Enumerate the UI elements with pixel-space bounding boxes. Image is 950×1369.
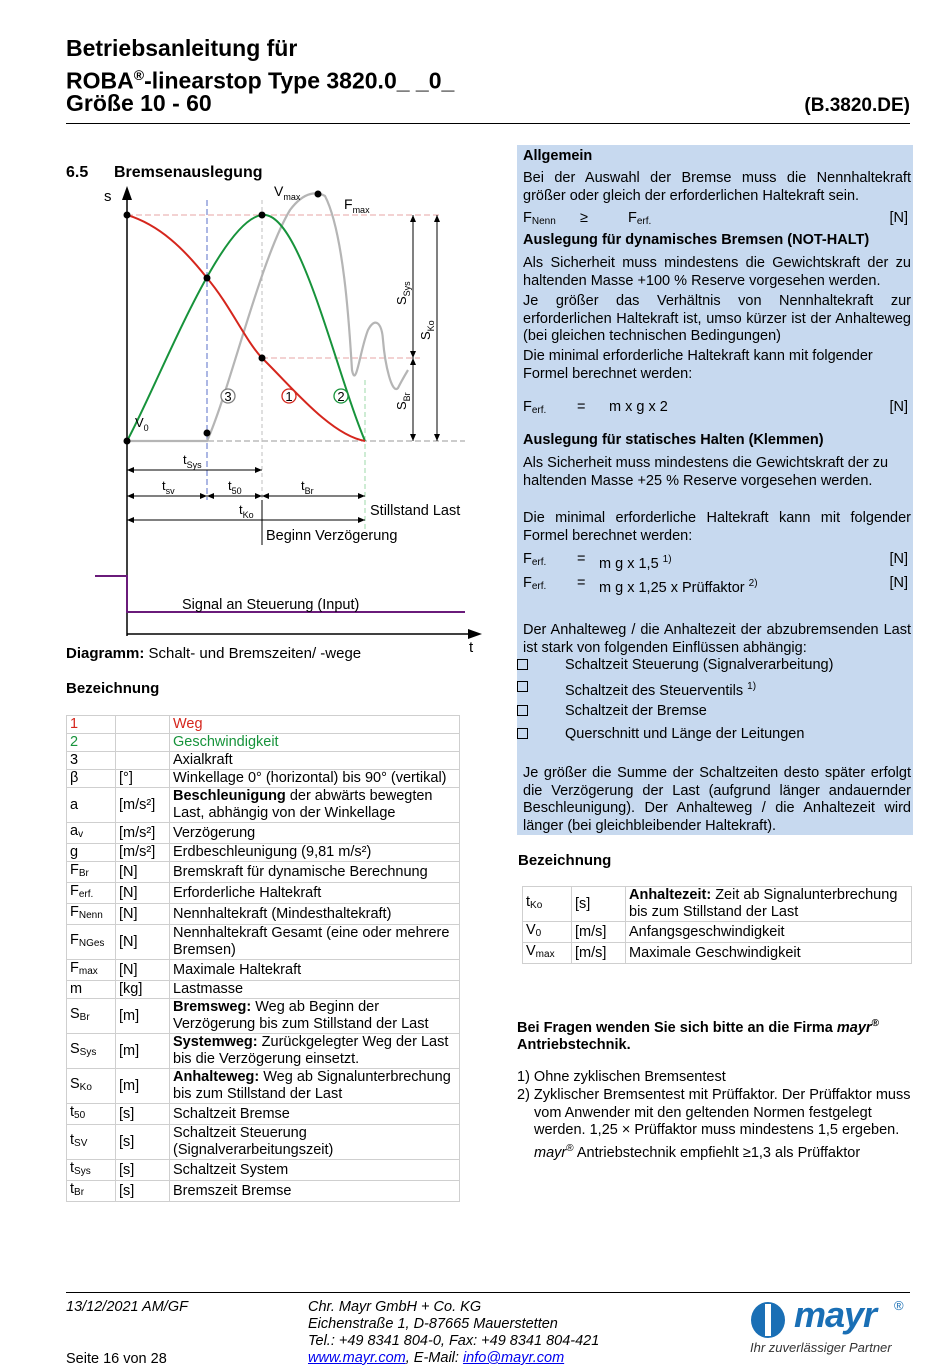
section-name: Bremsenauslegung — [114, 164, 263, 181]
legend-symbol: 3 — [67, 752, 116, 770]
label-vmax: $V_{max}$ — [274, 183, 301, 202]
legend-description: Maximale Haltekraft — [170, 960, 460, 981]
legend-description: Nennhaltekraft (Mindesthaltekraft) — [170, 904, 460, 925]
marker-2: 2 — [337, 389, 345, 404]
legend-description: Winkellage 0° (horizontal) bis 90° (vertikal) — [170, 770, 460, 788]
legend-unit: [m/s] — [572, 922, 626, 943]
legend-description: Schaltzeit Bremse — [170, 1104, 460, 1125]
contact-note: Bei Fragen wenden Sie sich bitte an die Firma mayr® Antriebstechnik. — [517, 1018, 879, 1054]
legend-row — [67, 1181, 460, 1202]
legend-unit: [kg] — [116, 981, 170, 999]
legend-symbol: $a_v$ — [67, 823, 116, 844]
legend-unit: [m/s²] — [116, 844, 170, 862]
dyn-p3: Die minimal erforderliche Haltekraft kann mit folgender Formel berechnet werden: — [523, 348, 873, 382]
marker-3: 3 — [224, 389, 232, 404]
label-ssys: $S_{Sys}$ — [394, 281, 412, 305]
legend-row — [67, 925, 460, 960]
legend-symbol: m — [67, 981, 116, 999]
legend-row — [67, 770, 460, 788]
legend-row — [67, 1069, 460, 1104]
t-axis-arrow — [468, 629, 482, 639]
legend-unit: [s] — [116, 1181, 170, 1202]
legend-symbol: $V_{max}$ — [523, 943, 572, 964]
label-t50: $t_{50}$ — [228, 478, 242, 496]
legend-description: Systemweg: Zurückgelegter Weg der Last bis die Verzögerung einsetzt. — [170, 1034, 460, 1069]
legend-description: Schaltzeit Steuerung (Signalverarbeitungszeit) — [170, 1125, 460, 1160]
legend-unit: [m/s²] — [116, 823, 170, 844]
legend-unit: [s] — [116, 1160, 170, 1181]
dyn-p1: Als Sicherheit muss mindestens die Gewichtskraft der zu haltenden Masse +100 % Reserve vorgesehen werden. — [523, 255, 911, 289]
label-sbr: $S_{Br}$ — [394, 392, 412, 410]
footer-page: Seite 16 von 28 — [66, 1351, 167, 1367]
legend-symbol: $F_{max}$ — [67, 960, 116, 981]
legend-unit: [N] — [116, 883, 170, 904]
legend-description: Erforderliche Haltekraft — [170, 883, 460, 904]
label-s: s — [104, 188, 112, 205]
legend-description: Nennhaltekraft Gesamt (eine oder mehrere Bremsen) — [170, 925, 460, 960]
legend-row — [67, 752, 460, 770]
doc-title-line3: Größe 10 - 60 — [66, 90, 212, 116]
dot-weg-tsys — [259, 355, 266, 362]
legend-row — [67, 823, 460, 844]
legend-description: Erdbeschleunigung (9,81 m/s²) — [170, 844, 460, 862]
label-tko: $t_{Ko}$ — [239, 502, 254, 520]
allgemein-title: Allgemein — [523, 148, 593, 164]
footer-links: www.mayr.com, E-Mail: info@mayr.com — [308, 1350, 565, 1366]
label-tbr: $t_{Br}$ — [301, 478, 314, 496]
legend-unit: [N] — [116, 960, 170, 981]
legend-description: Anhalteweg: Weg ab Signalunterbrechung bis zum Stillstand der Last — [170, 1069, 460, 1104]
legend-row — [67, 1160, 460, 1181]
legend-row — [67, 788, 460, 823]
bezeichnung-right-title: Bezeichnung — [518, 852, 612, 869]
legend-row — [67, 904, 460, 925]
legend-description: Lastmasse — [170, 981, 460, 999]
legend-description: Verzögerung — [170, 823, 460, 844]
legend-unit: [s] — [116, 1125, 170, 1160]
dyn-title: Auslegung für dynamisches Bremsen (NOT-HALT) — [523, 232, 870, 248]
allgemein-text: Bei der Auswahl der Bremse muss die Nennhaltekraft größer oder gleich der erforderlichen Haltekraft sein. — [523, 170, 911, 204]
header-rule — [66, 123, 910, 124]
legend-symbol: β — [67, 770, 116, 788]
legend-row — [67, 883, 460, 904]
label-stillstand: Stillstand Last — [370, 503, 461, 519]
marker-1: 1 — [285, 389, 293, 404]
section-number: 6.5 — [66, 164, 89, 181]
web-link[interactable]: www.mayr.com — [308, 1350, 406, 1366]
legend-row — [67, 999, 460, 1034]
logo-reg: ® — [894, 1298, 904, 1313]
stat-title: Auslegung für statisches Halten (Klemmen) — [523, 432, 824, 448]
label-tsys: $t_{Sys}$ — [183, 452, 202, 470]
legend-unit: [m] — [116, 1034, 170, 1069]
legend-row — [67, 734, 460, 752]
dot-vmax — [259, 212, 266, 219]
dot-v0 — [124, 438, 131, 445]
legend-unit: [°] — [116, 770, 170, 788]
legend-unit: [N] — [116, 904, 170, 925]
legend-row — [67, 844, 460, 862]
legend-symbol: $S_{Sys}$ — [67, 1034, 116, 1069]
footer-address: Eichenstraße 1, D-87665 Mauerstetten — [308, 1316, 558, 1332]
legend-unit: [N] — [116, 862, 170, 883]
legend-symbol: g — [67, 844, 116, 862]
legend-description: Bremskraft für dynamische Berechnung — [170, 862, 460, 883]
legend-unit: [m] — [116, 1069, 170, 1104]
legend-symbol: $t_{50}$ — [67, 1104, 116, 1125]
email-link[interactable]: info@mayr.com — [462, 1350, 565, 1366]
legend-symbol: $F_{Nenn}$ — [67, 904, 116, 925]
dot-weg-tsv — [204, 275, 211, 282]
footnote-1: 1) Ohne zyklischen Bremsentest — [517, 1069, 726, 1085]
legend-symbol: $V_0$ — [523, 922, 572, 943]
legend-table-right — [522, 886, 912, 964]
registered-mark: ® — [133, 67, 145, 83]
legend-description: Geschwindigkeit — [170, 734, 460, 752]
legend-description: Bremsweg: Weg ab Beginn der Verzögerung bis zum Stillstand der Last — [170, 999, 460, 1034]
axialkraft-curve — [127, 193, 408, 441]
legend-row — [523, 943, 912, 964]
legend-row — [67, 862, 460, 883]
legend-symbol: $F_{NGes}$ — [67, 925, 116, 960]
footnote-2: 2) Zyklischer Bremsentest mit Prüffaktor. Der Prüffaktor muss vom Anwender mit den geltenden Normen festgelegt werden. 1,25 × Prüffaktor muss mindestens 1,5 ergeben. mayr® Antriebstechnik empfiehlt ≥1,3 als Prüffaktor — [517, 1087, 911, 1161]
logo-mark-icon — [748, 1300, 788, 1340]
legend-unit: [N] — [116, 925, 170, 960]
legend-unit: [m/s] — [572, 943, 626, 964]
footer-company: Chr. Mayr GmbH + Co. KG — [308, 1299, 482, 1315]
bezeichnung-left-title: Bezeichnung — [66, 680, 160, 697]
legend-row — [67, 981, 460, 999]
legend-description: Maximale Geschwindigkeit — [626, 943, 912, 964]
summe-text: Je größer die Summe der Schaltzeiten desto später erfolgt die Verzögerung der Last (aufgrund länger andauernder Beschleunigung). Der Anhalteweg / die Anhaltezeit wird länger (bei gleichbleibender Haltekraft). — [523, 765, 911, 834]
dot-s-start — [124, 212, 131, 219]
label-fmax: $F_{max}$ — [344, 196, 370, 215]
legend-symbol: $t_{SV}$ — [67, 1125, 116, 1160]
legend-symbol: $t_{Sys}$ — [67, 1160, 116, 1181]
legend-symbol: $S_{Br}$ — [67, 999, 116, 1034]
footer-date: 13/12/2021 AM/GF — [66, 1299, 188, 1315]
legend-unit: [s] — [116, 1104, 170, 1125]
dot-v-tsv — [204, 430, 211, 437]
einfluesse-text: Der Anhalteweg / die Anhaltezeit der abzubremsenden Last ist stark von folgenden Einflüssen abhängig: — [523, 622, 911, 656]
label-v0: $V_0$ — [135, 415, 149, 433]
legend-unit: [m/s²] — [116, 788, 170, 823]
checkbox-icon — [517, 705, 528, 716]
legend-description: Beschleunigung der abwärts bewegten Last, abhängig von der Winkellage — [170, 788, 460, 823]
legend-symbol: $F_{erf.}$ — [67, 883, 116, 904]
legend-row — [67, 1104, 460, 1125]
legend-row — [523, 887, 912, 922]
legend-description: Bremszeit Bremse — [170, 1181, 460, 1202]
logo-tagline: Ihr zuverlässiger Partner — [750, 1340, 892, 1355]
s-axis-arrow — [122, 186, 132, 200]
label-beginn: Beginn Verzögerung — [266, 528, 398, 544]
label-signal: Signal an Steuerung (Input) — [182, 597, 360, 613]
product-name: ROBA — [66, 67, 134, 94]
doc-code: (B.3820.DE) — [804, 95, 910, 116]
legend-description: Schaltzeit System — [170, 1160, 460, 1181]
dot-fmax — [315, 191, 322, 198]
legend-symbol: a — [67, 788, 116, 823]
legend-table — [66, 715, 460, 1202]
label-tsv: $t_{sv}$ — [162, 478, 175, 496]
stat-p2: Die minimal erforderliche Haltekraft kann mit folgender Formel berechnet werden: — [523, 510, 911, 544]
legend-description: Weg — [170, 716, 460, 734]
legend-row — [67, 716, 460, 734]
doc-title-line1: Betriebsanleitung für — [66, 35, 298, 61]
checkbox-icon — [517, 659, 528, 670]
legend-unit: [s] — [572, 887, 626, 922]
product-type: -linearstop Type 3820.0_ _0_ — [144, 67, 455, 94]
logo-text: mayr — [794, 1294, 877, 1335]
mayr-logo — [748, 1294, 913, 1358]
legend-row — [523, 922, 912, 943]
legend-symbol: $F_{Br}$ — [67, 862, 116, 883]
legend-symbol: $S_{Ko}$ — [67, 1069, 116, 1104]
diagram-caption: Diagramm: Schalt- und Bremszeiten/ -wege — [66, 645, 362, 662]
legend-row — [67, 1034, 460, 1069]
dyn-p2: Je größer das Verhältnis von Nennhaltekraft zur erforderlichen Haltekraft ist, umso kürzer ist der Anhalteweg (bei gleichen technischen Bedingungen) — [523, 293, 911, 344]
legend-symbol: 2 — [67, 734, 116, 752]
legend-description: Anhaltezeit: Zeit ab Signalunterbrechung bis zum Stillstand der Last — [626, 887, 912, 922]
legend-description: Anfangsgeschwindigkeit — [626, 922, 912, 943]
legend-row — [67, 960, 460, 981]
legend-unit — [116, 752, 170, 770]
legend-description: Axialkraft — [170, 752, 460, 770]
legend-row — [67, 1125, 460, 1160]
legend-unit — [116, 716, 170, 734]
footer-rule — [66, 1292, 910, 1293]
braking-diagram — [60, 180, 490, 660]
label-sko: $S_{Ko}$ — [418, 320, 436, 340]
checkbox-icon — [517, 728, 528, 739]
stat-p1: Als Sicherheit muss mindestens die Gewichtskraft der zu haltenden Masse +25 % Reserve vorgesehen werden. — [523, 455, 889, 489]
label-t: t — [469, 639, 474, 656]
legend-unit: [m] — [116, 999, 170, 1034]
checkbox-icon — [517, 681, 528, 692]
legend-symbol: 1 — [67, 716, 116, 734]
legend-symbol: $t_{Br}$ — [67, 1181, 116, 1202]
footer-phone: Tel.: +49 8341 804-0, Fax: +49 8341 804-421 — [308, 1333, 600, 1349]
legend-symbol: $t_{Ko}$ — [523, 887, 572, 922]
legend-unit — [116, 734, 170, 752]
